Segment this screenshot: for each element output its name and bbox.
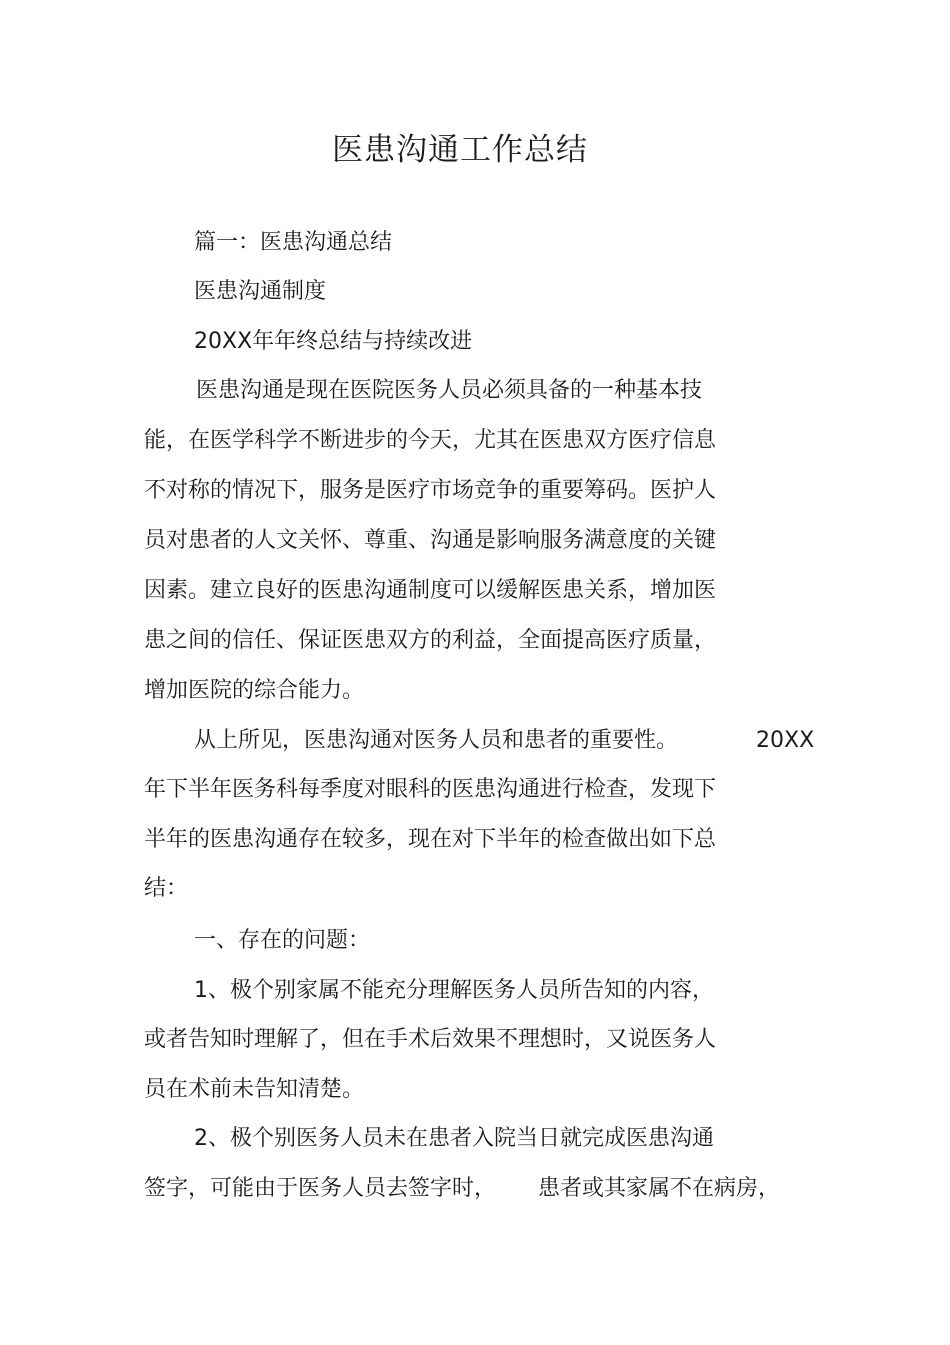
paragraph-line: 能，在医学科学不断进步的今天，尤其在医患双方医疗信息: [144, 428, 717, 453]
section-heading: 一、存在的问题：: [194, 928, 371, 953]
paragraph-line: 患之间的信任、保证医患双方的利益，全面提高医疗质量，: [144, 628, 717, 653]
paragraph-line: 年下半年医务科每季度对眼科的医患沟通进行检查，发现下: [144, 777, 717, 802]
paragraph-line: 增加医院的综合能力。: [144, 678, 365, 703]
document-title: 医患沟通工作总结: [332, 132, 588, 168]
subheading: 20XX年年终总结与持续改进: [194, 329, 473, 354]
paragraph-line: 因素。建立良好的医患沟通制度可以缓解医患关系，增加医: [144, 578, 717, 603]
paragraph-line: 不对称的情况下，服务是医疗市场竞争的重要筹码。医护人: [144, 478, 717, 503]
section-heading: 篇一：医患沟通总结: [194, 230, 393, 255]
paragraph-line: 从上所见，医患沟通对医务人员和患者的重要性。: [194, 728, 679, 753]
year-text: 20XX: [756, 728, 815, 753]
paragraph-line: 员在术前未告知清楚。: [144, 1077, 365, 1102]
paragraph-line: 医患沟通是现在医院医务人员必须具备的一种基本技: [196, 378, 703, 403]
paragraph-line: 半年的医患沟通存在较多，现在对下半年的检查做出如下总: [144, 827, 717, 852]
paragraph-line: 或者告知时理解了，但在手术后效果不理想时，又说医务人: [144, 1027, 717, 1052]
list-item: 2、极个别医务人员未在患者入院当日就完成医患沟通: [194, 1126, 714, 1151]
paragraph-line: 患者或其家属不在病房，: [538, 1176, 781, 1201]
list-item: 1、极个别家属不能充分理解医务人员所告知的内容，: [194, 978, 714, 1003]
paragraph-line: 结：: [144, 876, 189, 901]
subheading: 医患沟通制度: [194, 279, 327, 304]
paragraph-line: 员对患者的人文关怀、尊重、沟通是影响服务满意度的关键: [144, 528, 717, 553]
paragraph-line: 签字，可能由于医务人员去签字时，: [144, 1176, 497, 1201]
